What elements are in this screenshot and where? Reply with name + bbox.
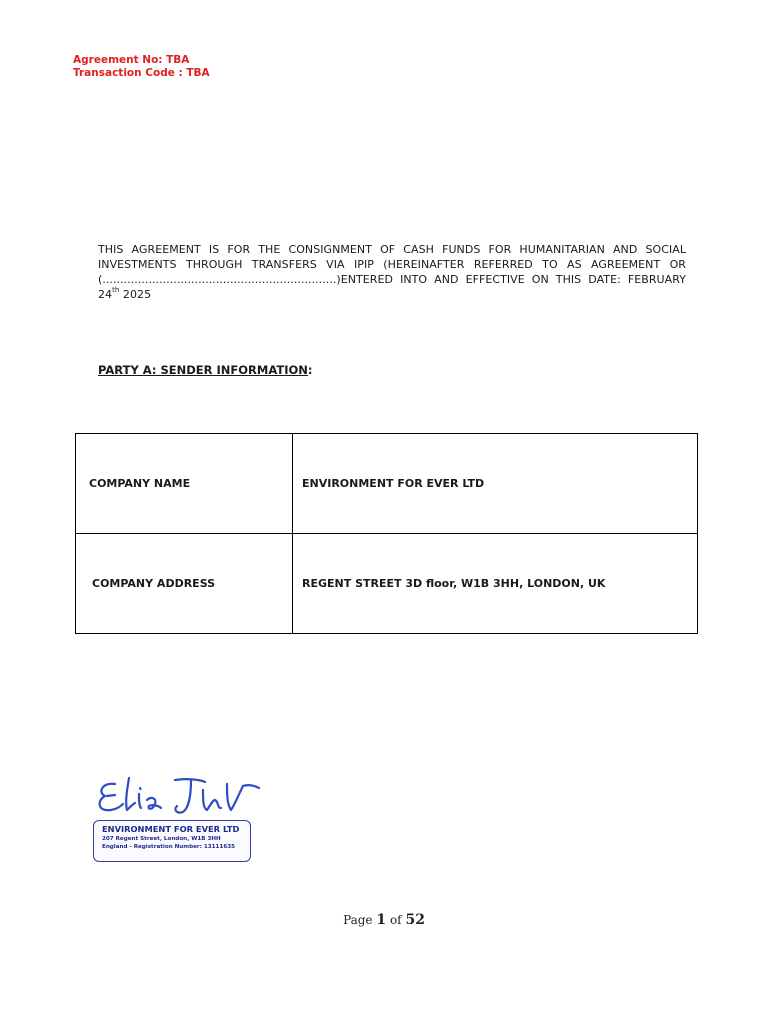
intro-paragraph xyxy=(98,242,686,302)
table-row xyxy=(76,534,698,634)
company-stamp xyxy=(93,820,251,862)
total-pages: 52 xyxy=(405,912,425,928)
agreement-number: Agreement No: TBA xyxy=(73,54,190,66)
company-name-label: COMPANY NAME xyxy=(89,477,191,490)
stamp-address: 207 Regent Street, London, W1B 3HH xyxy=(102,836,221,842)
date-ordinal-suffix: th xyxy=(112,286,120,295)
intro-text: THIS AGREEMENT IS FOR THE CONSIGNMENT OF CASH FUNDS FOR HUMANITARIAN AND SOCIAL INVESTMENTS THROUGH TRANSFERS VIA IPIP (HEREINAFTER REFERRED TO AS AGREEMENT OR (..................................................................)ENTERED INTO AND EFFECTIVE ON THIS DATE: FEBRUARY 24 xyxy=(98,243,686,301)
company-name-value-cell xyxy=(293,434,698,534)
company-name-value: ENVIRONMENT FOR EVER LTD xyxy=(302,477,485,490)
company-address-value: REGENT STREET 3D floor, W1B 3HH, LONDON, UK xyxy=(302,577,606,590)
company-address-value-cell xyxy=(293,534,698,634)
table-row xyxy=(76,434,698,534)
handwritten-signature xyxy=(93,770,268,822)
company-address-label: COMPANY ADDRESS xyxy=(92,577,216,590)
party-a-heading-colon: : xyxy=(307,363,313,377)
party-a-heading xyxy=(98,363,313,377)
of-word: of xyxy=(389,913,402,927)
sender-info-table xyxy=(75,433,698,634)
current-page: 1 xyxy=(376,912,387,928)
company-name-label-cell xyxy=(76,434,293,534)
company-address-label-cell xyxy=(76,534,293,634)
party-a-heading-text: PARTY A: SENDER INFORMATION xyxy=(98,363,308,377)
transaction-code: Transaction Code : TBA xyxy=(73,66,210,79)
signature-block xyxy=(93,770,268,868)
stamp-registration: England - Registration Number: 13111635 xyxy=(102,844,235,850)
intro-year: 2025 xyxy=(119,288,152,301)
page-word: Page xyxy=(343,913,373,927)
stamp-company: ENVIRONMENT FOR EVER LTD xyxy=(102,824,240,834)
page-number xyxy=(0,912,768,928)
header-meta xyxy=(73,54,210,79)
